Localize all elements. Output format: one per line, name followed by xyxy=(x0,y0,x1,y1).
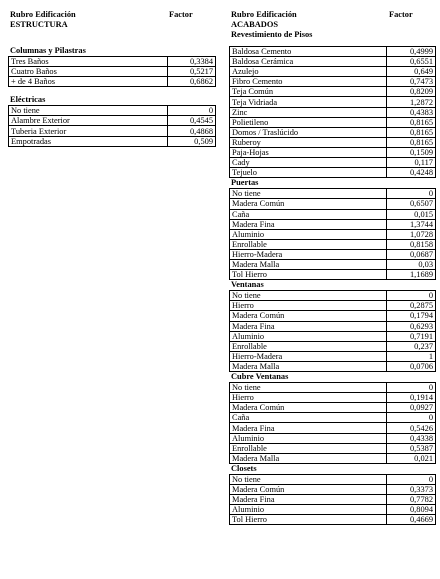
section-title-puertas: Puertas xyxy=(231,178,259,188)
item-factor: 0,0927 xyxy=(387,403,436,413)
table-row xyxy=(230,361,436,371)
item-name: Hierro-Madera xyxy=(230,351,387,361)
item-name: Hierro xyxy=(230,393,387,403)
item-name: Hierro xyxy=(230,301,387,311)
table-row xyxy=(230,403,436,413)
table-row xyxy=(9,77,216,87)
item-name: No tiene xyxy=(230,383,387,393)
item-factor: 0,5426 xyxy=(387,423,436,433)
item-factor: 0,649 xyxy=(387,67,436,77)
table-row xyxy=(230,168,436,178)
estructura-header xyxy=(8,10,216,46)
table-row xyxy=(230,249,436,259)
section-title-closets: Closets xyxy=(231,463,257,473)
item-factor: 0,1509 xyxy=(387,147,436,157)
item-factor: 1,1689 xyxy=(387,270,436,280)
item-factor: 0,3373 xyxy=(387,485,436,495)
factor-table-electricas xyxy=(8,105,216,146)
item-factor: 0 xyxy=(387,383,436,393)
table-row xyxy=(230,413,436,423)
table-row xyxy=(230,57,436,67)
item-factor: 0,8094 xyxy=(387,505,436,515)
item-factor: 0,4999 xyxy=(387,47,436,57)
item-factor: 0,7191 xyxy=(387,331,436,341)
table-row xyxy=(230,351,436,361)
acabados-title xyxy=(231,10,312,40)
item-name: Tejuelo xyxy=(230,168,387,178)
item-name: Enrollable xyxy=(230,443,387,453)
item-factor: 0,8209 xyxy=(387,87,436,97)
factor-table-revestimiento-de-pisos xyxy=(229,46,436,178)
section-title-electricas: Eléctricas xyxy=(10,95,46,105)
acabados-column xyxy=(229,10,436,525)
item-name: No tiene xyxy=(230,291,387,301)
item-name: Tres Baños xyxy=(9,57,168,67)
category-label: ACABADOS xyxy=(231,20,278,29)
item-name: Aluminio xyxy=(230,505,387,515)
item-factor: 0,4248 xyxy=(387,168,436,178)
item-factor: 0,021 xyxy=(387,453,436,463)
table-row xyxy=(230,341,436,351)
item-name: Aluminio xyxy=(230,229,387,239)
table-row xyxy=(230,47,436,57)
item-factor: 0,8158 xyxy=(387,239,436,249)
table-row xyxy=(230,443,436,453)
table-row xyxy=(230,433,436,443)
item-factor: 0,8165 xyxy=(387,117,436,127)
section-title-columnas-y-pilastras: Columnas y Pilastras xyxy=(10,46,86,55)
item-name: Alambre Exterior xyxy=(9,116,168,126)
category-label: ESTRUCTURA xyxy=(10,20,68,29)
item-name: Tuberia Exterior xyxy=(9,126,168,136)
subcategory-label: Revestimiento de Pisos xyxy=(231,30,313,39)
item-name: Aluminio xyxy=(230,331,387,341)
item-factor: 0,4545 xyxy=(168,116,216,126)
item-factor: 0 xyxy=(168,106,216,116)
table-row xyxy=(230,291,436,301)
table-row xyxy=(230,393,436,403)
item-factor: 0,8165 xyxy=(387,137,436,147)
factor-table-closets xyxy=(229,474,436,525)
table-row xyxy=(230,107,436,117)
table-row xyxy=(230,199,436,209)
item-factor: 1,2872 xyxy=(387,97,436,107)
item-factor: 0,7473 xyxy=(387,77,436,87)
table-row xyxy=(230,311,436,321)
table-row xyxy=(9,106,216,116)
acabados-header xyxy=(229,10,436,46)
factor-table-cubre-ventanas xyxy=(229,382,436,464)
factor-table-puertas xyxy=(229,188,436,280)
table-row xyxy=(230,239,436,249)
item-factor: 0,1914 xyxy=(387,393,436,403)
table-row xyxy=(230,189,436,199)
item-name: Madera Malla xyxy=(230,259,387,269)
table-row xyxy=(230,67,436,77)
item-name: Teja Común xyxy=(230,87,387,97)
item-name: No tiene xyxy=(230,189,387,199)
item-name: No tiene xyxy=(9,106,168,116)
item-factor: 1,3744 xyxy=(387,219,436,229)
item-name: Madera Común xyxy=(230,485,387,495)
table-row xyxy=(230,209,436,219)
item-factor: 0,5217 xyxy=(168,67,216,77)
item-factor: 0,117 xyxy=(387,158,436,168)
table-row xyxy=(230,505,436,515)
item-factor: 0,0687 xyxy=(387,249,436,259)
factor-header: Factor xyxy=(169,10,193,19)
item-factor: 0,3384 xyxy=(168,57,216,67)
table-row xyxy=(230,453,436,463)
item-factor: 0,0706 xyxy=(387,361,436,371)
table-row xyxy=(9,116,216,126)
table-row xyxy=(9,126,216,136)
item-name: Hierro-Madera xyxy=(230,249,387,259)
item-name: Madera Fina xyxy=(230,423,387,433)
item-name: Tol Hierro xyxy=(230,270,387,280)
item-name: Madera Fina xyxy=(230,219,387,229)
item-name: Domos / Traslúcido xyxy=(230,127,387,137)
item-factor: 0,6507 xyxy=(387,199,436,209)
item-name: Baldosa Cemento xyxy=(230,47,387,57)
item-name: Madera Común xyxy=(230,403,387,413)
item-factor: 0,6862 xyxy=(168,77,216,87)
item-name: Empotradas xyxy=(9,136,168,146)
item-factor: 0,509 xyxy=(168,136,216,146)
estructura-title xyxy=(10,10,76,30)
item-name: Madera Malla xyxy=(230,453,387,463)
item-name: Fibro Cemento xyxy=(230,77,387,87)
item-factor: 0 xyxy=(387,474,436,484)
item-name: Baldosa Cerámica xyxy=(230,57,387,67)
table-row xyxy=(230,485,436,495)
factor-table-columnas-y-pilastras xyxy=(8,56,216,87)
item-factor: 0,1794 xyxy=(387,311,436,321)
item-factor: 0,5387 xyxy=(387,443,436,453)
section-title-ventanas: Ventanas xyxy=(231,280,264,290)
factor-header: Factor xyxy=(389,10,413,19)
estructura-column xyxy=(8,10,216,147)
rubro-label: Rubro Edificación xyxy=(10,10,76,19)
item-factor: 1,0728 xyxy=(387,229,436,239)
item-factor: 0,2875 xyxy=(387,301,436,311)
table-row xyxy=(230,229,436,239)
item-factor: 0,4338 xyxy=(387,433,436,443)
table-row xyxy=(230,77,436,87)
item-name: Aluminio xyxy=(230,433,387,443)
item-factor: 0,8165 xyxy=(387,127,436,137)
item-name: + de 4 Baños xyxy=(9,77,168,87)
item-name: Cuatro Baños xyxy=(9,67,168,77)
item-name: No tiene xyxy=(230,474,387,484)
item-name: Polietileno xyxy=(230,117,387,127)
item-name: Teja Vidriada xyxy=(230,97,387,107)
table-row xyxy=(230,147,436,157)
item-name: Tol Hierro xyxy=(230,515,387,525)
item-name: Enrollable xyxy=(230,341,387,351)
table-row xyxy=(230,87,436,97)
item-factor: 0,015 xyxy=(387,209,436,219)
item-factor: 0,4383 xyxy=(387,107,436,117)
section-title-cubre-ventanas: Cubre Ventanas xyxy=(231,372,289,381)
item-name: Paja-Hojas xyxy=(230,147,387,157)
item-name: Ruberoy xyxy=(230,137,387,147)
item-factor: 0,7782 xyxy=(387,495,436,505)
table-row xyxy=(230,495,436,505)
item-name: Madera Común xyxy=(230,311,387,321)
table-row xyxy=(230,127,436,137)
item-name: Caña xyxy=(230,413,387,423)
item-name: Madera Fina xyxy=(230,495,387,505)
table-row xyxy=(230,259,436,269)
table-row xyxy=(230,158,436,168)
item-name: Enrollable xyxy=(230,239,387,249)
item-factor: 0,03 xyxy=(387,259,436,269)
table-row xyxy=(230,423,436,433)
table-row xyxy=(9,57,216,67)
table-row xyxy=(230,321,436,331)
table-row xyxy=(230,301,436,311)
rubro-label: Rubro Edificación xyxy=(231,10,297,19)
item-factor: 0,4669 xyxy=(387,515,436,525)
table-row xyxy=(230,383,436,393)
acabados-sections xyxy=(229,46,436,525)
item-factor: 0 xyxy=(387,291,436,301)
item-factor: 0,6551 xyxy=(387,57,436,67)
table-row xyxy=(9,136,216,146)
table-row xyxy=(230,474,436,484)
item-factor: 0 xyxy=(387,413,436,423)
item-factor: 0,4868 xyxy=(168,126,216,136)
item-name: Zinc xyxy=(230,107,387,117)
estructura-sections xyxy=(8,46,216,147)
item-name: Madera Malla xyxy=(230,361,387,371)
item-factor: 0 xyxy=(387,189,436,199)
item-name: Madera Común xyxy=(230,199,387,209)
item-factor: 1 xyxy=(387,351,436,361)
item-factor: 0,237 xyxy=(387,341,436,351)
table-row xyxy=(230,117,436,127)
table-row xyxy=(230,270,436,280)
table-row xyxy=(230,331,436,341)
item-name: Cady xyxy=(230,158,387,168)
item-name: Madera Fina xyxy=(230,321,387,331)
table-row xyxy=(230,137,436,147)
item-name: Caña xyxy=(230,209,387,219)
table-row xyxy=(230,515,436,525)
table-row xyxy=(9,67,216,77)
item-name: Azulejo xyxy=(230,67,387,77)
table-row xyxy=(230,219,436,229)
item-factor: 0,6293 xyxy=(387,321,436,331)
factor-table-ventanas xyxy=(229,290,436,372)
table-row xyxy=(230,97,436,107)
